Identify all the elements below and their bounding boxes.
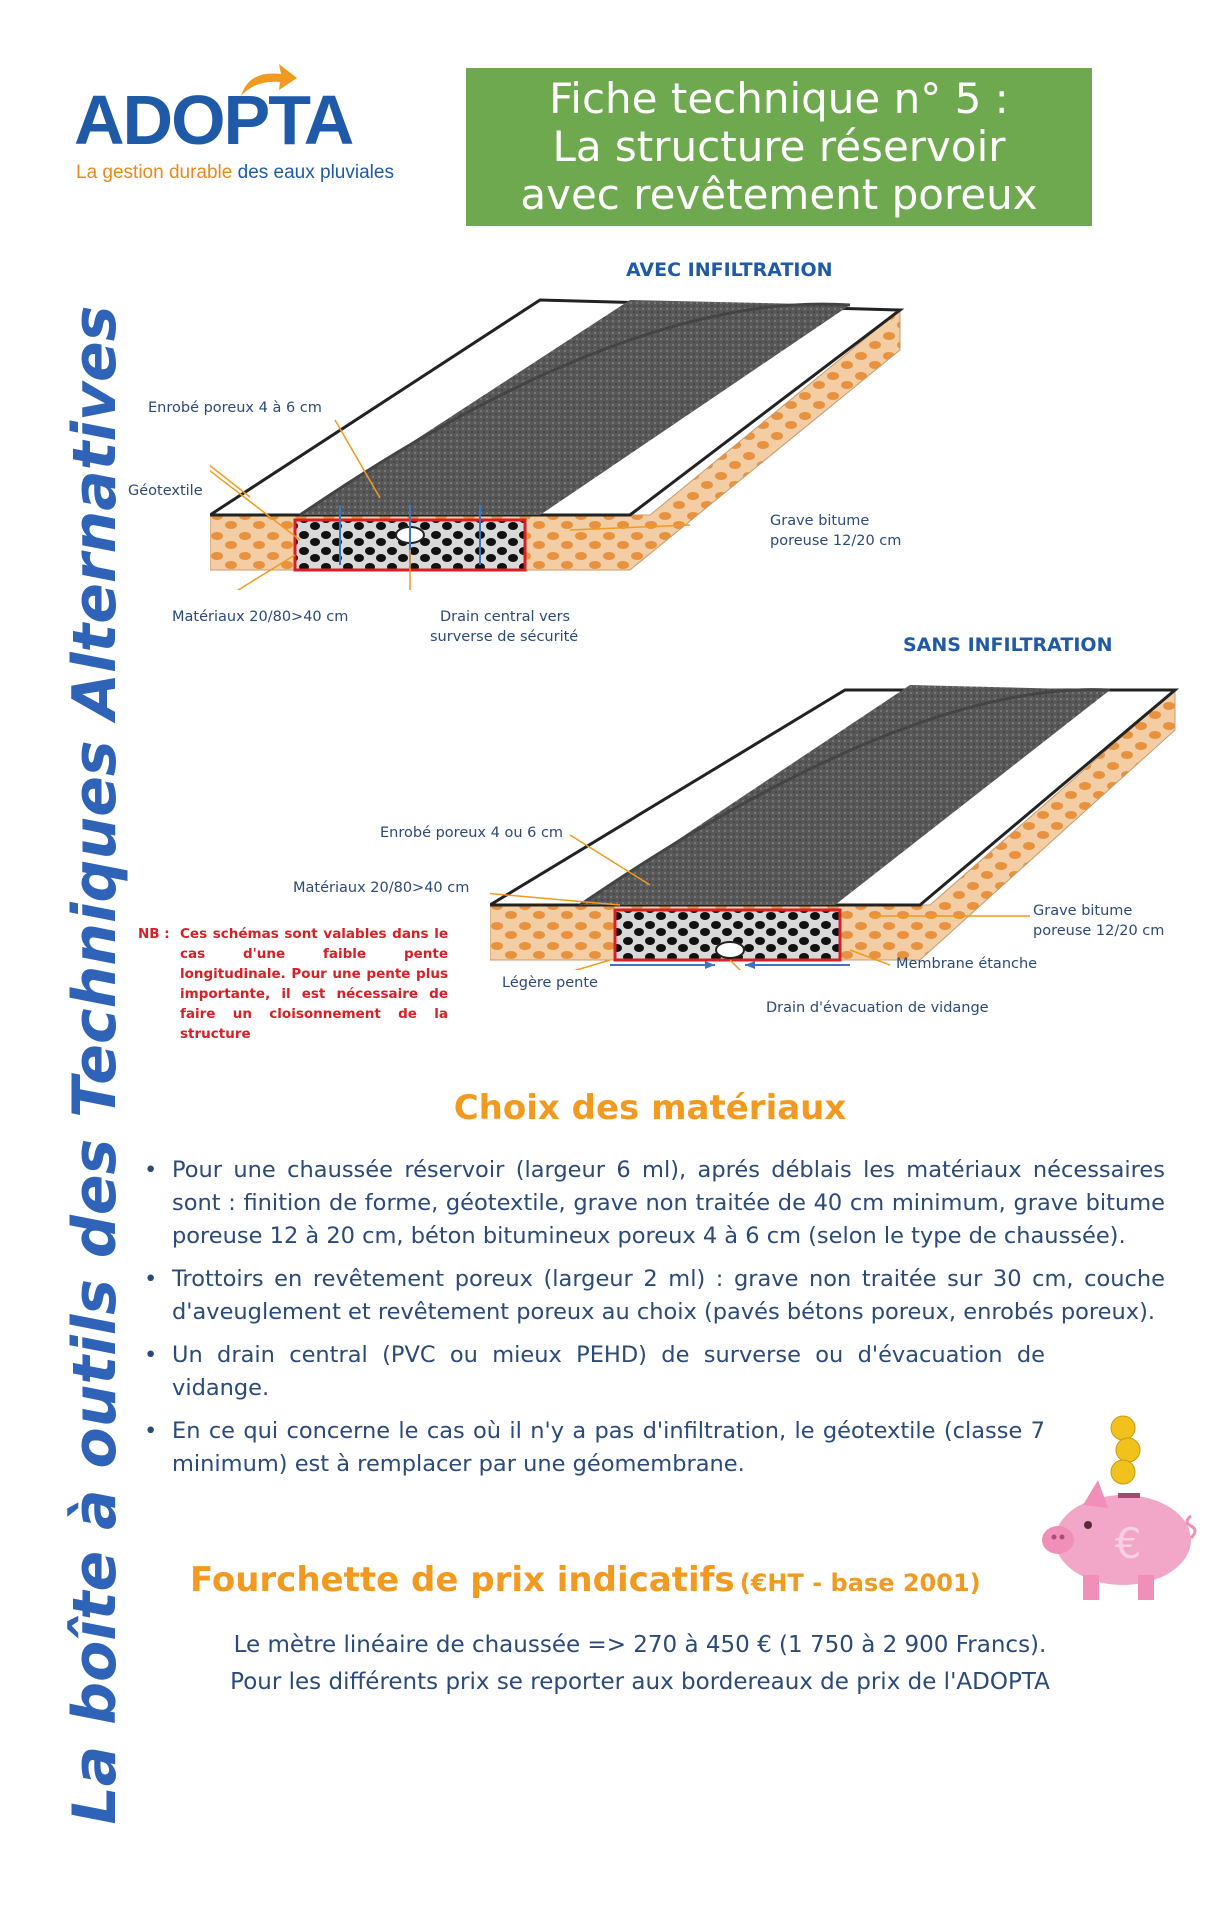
list-item: • En ce qui concerne le cas où il n'y a pas d'infiltration, le géotextile (classe 7 minimum) est à remplacer par une géomembrane. [140,1415,1165,1481]
side-banner-text: La boîte à outils des Techniques Alternatives [60,305,130,1825]
diagram1-label-drain-2: surverse de sécurité [430,629,579,645]
diagram1-heading: AVEC INFILTRATION [626,259,833,281]
logo-tagline [76,162,394,184]
title-line-2: La structure réservoir [552,122,1006,171]
section-prix-title-row [190,1560,1050,1600]
adopta-logo [60,60,420,200]
materiaux-list [140,1154,1165,1491]
price-line-1: Le mètre linéaire de chaussée => 270 à 450 € (1 750 à 2 900 Francs). [233,1632,1047,1658]
logo-tagline-part1: La gestion durable [76,162,233,183]
price-line-2: Pour les différents prix se reporter aux bordereaux de prix de l'ADOPTA [230,1669,1050,1695]
list-item: • Trottoirs en revêtement poreux (largeur 2 ml) : grave non traitée sur 30 cm, couche d'aveuglement et revêtement poreux au choix (pavés bétons poreux, enrobés poreux). [140,1263,1165,1329]
title-line-3: avec revêtement poreux [520,170,1038,219]
diagram2-label-grave-1: Grave bitume [1033,903,1133,919]
diagram1-label-grave-2: poreuse 12/20 cm [770,533,902,549]
diagram1-label-drain-1: Drain central vers [440,609,571,625]
piggy-bank-icon [1028,1410,1208,1610]
diagram2-label-drain: Drain d'évacuation de vidange [766,1000,989,1016]
logo-wordmark: ADOPTA [74,81,353,159]
diagram2-label-grave-2: poreuse 12/20 cm [1033,923,1165,939]
title-line-1: Fiche technique n° 5 : [549,74,1009,123]
svg-text:€: € [1114,1519,1142,1568]
diagram2-label-pente: Légère pente [502,975,598,991]
list-item: • Pour une chaussée réservoir (largeur 6 ml), aprés déblais les matériaux nécessaires sont : finition de forme, géotextile, grave non traitée de 40 cm minimum, grave bitume poreuse 12 à 20 cm, béton bitumineux poreux 4 à 6 cm (selon le type de chaussée). [140,1154,1165,1253]
section-materiaux-title: Choix des matériaux [453,1088,847,1128]
diagram1-label-materiaux: Matériaux 20/80>40 cm [172,609,349,625]
section-prix-subtitle: (€HT - base 2001) [739,1569,981,1597]
nb-note [138,924,448,1044]
diagram1-label-geotextile: Géotextile [128,483,203,499]
diagram1-label-enrobe: Enrobé poreux 4 à 6 cm [148,400,322,416]
section-prix-title: Fourchette de prix indicatifs [190,1560,735,1600]
diagram2-label-materiaux: Matériaux 20/80>40 cm [293,880,470,896]
diagram2-label-membrane: Membrane étanche [896,956,1038,972]
logo-tagline-part2: des eaux pluviales [232,162,394,183]
nb-text: Ces schémas sont valables dans le cas d'une faible pente longitudinale. Pour une pente plus importante, il est nécessaire de faire un cloisonnement de la structure [180,926,448,1042]
diagram2-heading: SANS INFILTRATION [903,634,1113,656]
nb-key: NB : [138,926,170,942]
list-item: • Un drain central (PVC ou mieux PEHD) de surverse ou d'évacuation de vidange. [140,1339,1165,1405]
diagram2-label-enrobe: Enrobé poreux 4 ou 6 cm [380,825,564,841]
title-box [466,68,1092,226]
diagram1-label-grave-1: Grave bitume [770,513,870,529]
